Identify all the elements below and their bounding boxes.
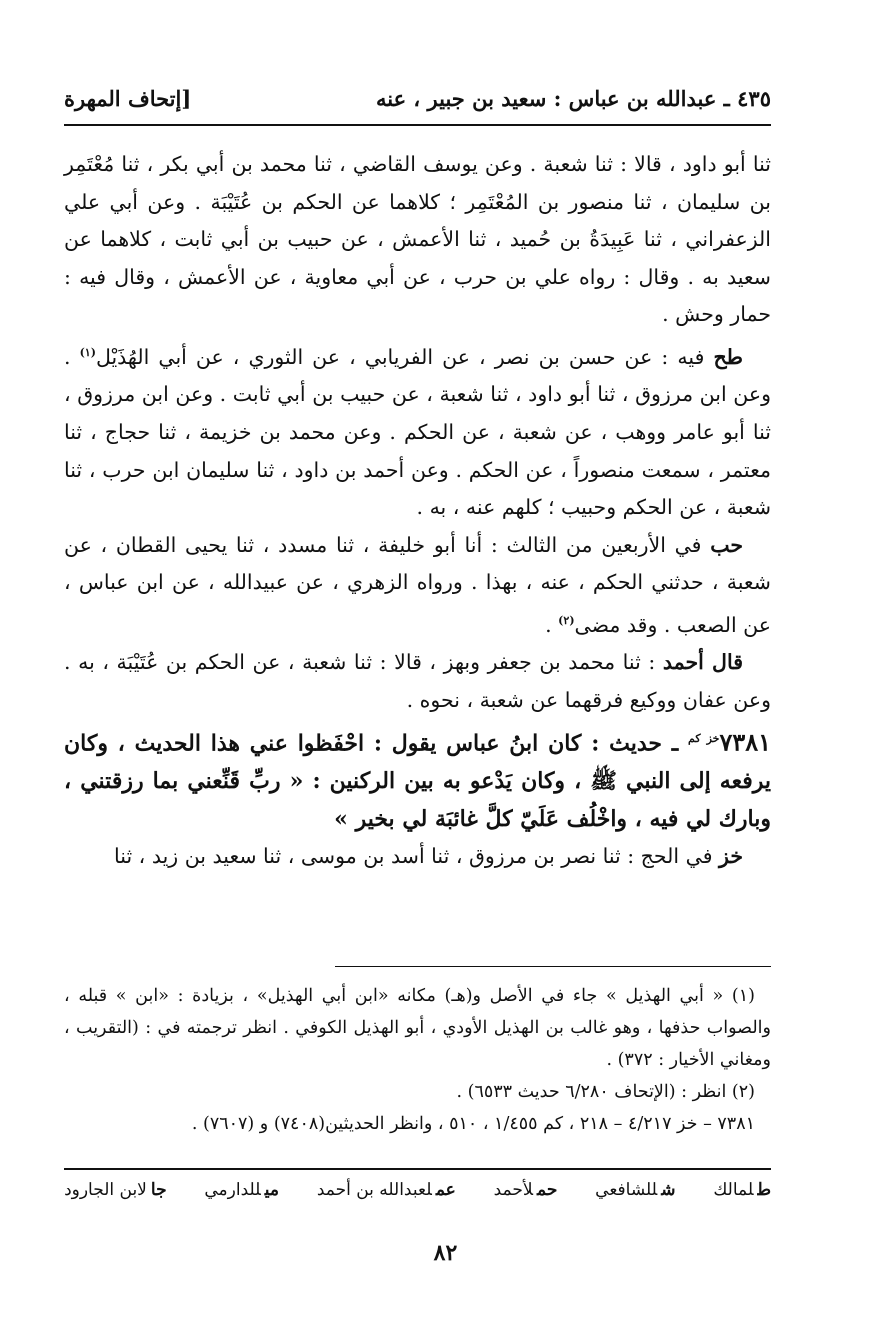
page-number: ٨٢ [433, 1240, 458, 1266]
footnotes [64, 980, 771, 1140]
hadith-number: ٧٣٨١ [719, 726, 772, 756]
header-divider [64, 124, 771, 126]
legend-label: لمالك [713, 1180, 754, 1200]
paragraph-1: ثنا أبو داود ، قالا : ثنا شعبة . وعن يوسف القاضي ، ثنا محمد بن أبي بكر ، ثنا مُعْتَمِر بن سليمان ، ثنا منصور بن المُعْتَمِر ؛ كلاهما عن الحكم بن عُتَيْبَة . وعن أبي علي الزعفراني ، ثنا عَبِيدَةُ بن حُميد ، ثنا الأعمش ، عن حبيب بن أبي ثابت ، كلاهما عن سعيد به . وقال : رواه علي بن حرب ، عن أبي معاوية ، عن الأعمش ، وقال فيه : حمار وحش . [64, 152, 771, 327]
legend-item [64, 1180, 167, 1200]
legend-label: للشافعي [595, 1180, 658, 1200]
legend-item [595, 1180, 675, 1200]
legend-label: للدارمي [204, 1180, 261, 1200]
paragraph-2-rest: . وعن ابن مرزوق ، ثنا أبو داود ، ثنا شعبة ، عن حبيب بن أبي ثابت . وعن ابن مرزوق ، ثنا أبو عامر ووهب ، عن شعبة ، عن الحكم . وعن محمد بن خزيمة ، ثنا حجاج ، ثنا معتمر ، سمعت منصوراً ، عن الحكم . وعن أحمد بن داود ، ثنا سليمان ابن حرب ، ثنا شعبة ، عن الحكم وحبيب ؛ كلهم عنه ، به . [64, 344, 771, 520]
footnote-2: (٢) انظر : (الإتحاف ٦/٢٨٠ حديث ٦٥٣٣) . [456, 1082, 755, 1102]
legend-label: لابن الجارود [64, 1180, 147, 1200]
paragraph-3-end: . [545, 612, 559, 637]
legend-item [713, 1180, 771, 1200]
footnote-ref-2[interactable]: (٢) [558, 613, 575, 627]
footnote-1: (١) « أبي الهذيل » جاء في الأصل و(هـ) مكانه «ابن أبي الهذيل» ، بزيادة : «ابن » قبله ، والصواب حذفها ، وهو غالب بن الهذيل الأودي ، أبو الهذيل الكوفي . انظر ترجمته في : (التقريب ، ومغاني الأخيار : ٣٧٢) . [64, 986, 771, 1070]
legend-label: لعبدالله بن أحمد [316, 1180, 432, 1200]
footnote-3: ٧٣٨١ – خز ٤/٢١٧ – ٢١٨ ، كم ١/٤٥٥ ، ٥١٠ ، وانظر الحديثين(٧٤٠٨) و (٧٦٠٧) . [191, 1114, 755, 1134]
paragraph-3 [64, 527, 771, 645]
legend-item [494, 1180, 558, 1200]
legend-code: عم [435, 1180, 456, 1200]
legend-code: مي [264, 1180, 280, 1200]
header-chapter-title: ٤٣٥ ـ عبدالله بن عباس : سعيد بن جبير ، عنه [376, 85, 771, 111]
source-code-hib: حب [710, 532, 743, 557]
paragraph-4-text: : ثنا محمد بن جعفر وبهز ، قالا : ثنا شعبة ، عن الحكم بن عُتَيْبَة ، به . وعن عفان ووكيع فرقهما عن شعبة ، نحوه . [64, 650, 771, 712]
source-code-ahmad: قال أحمد [662, 650, 743, 675]
hadith-source-codes: خز كم [688, 731, 720, 745]
paragraph-5 [64, 838, 771, 876]
source-code-khuz: خز [719, 843, 743, 868]
paragraph-4 [64, 644, 771, 719]
legend-divider [64, 1168, 771, 1170]
paragraph-2 [64, 334, 771, 527]
header-book-title: [إتحاف المهرة [64, 85, 192, 111]
paragraph-3-text: في الأربعين من الثالث : أنا أبو خليفة ، ثنا مسدد ، ثنا يحيى القطان ، عن شعبة ، حدثني الحكم ، عنه ، بهذا . ورواه الزهري ، عن عبيدالله ، عن ابن عباس ، عن الصعب . وقد مضى [64, 532, 771, 637]
running-header [64, 80, 771, 116]
legend-item [317, 1180, 456, 1200]
paragraph-2-text: فيه : عن حسن بن نصر ، عن الفريابي ، عن الثوري ، عن أبي الهُذَيْل [95, 344, 714, 369]
legend-code: ش [661, 1180, 676, 1200]
hadith-text: ـ حديث : كان ابنُ عباس يقول : احْفَظوا عني هذا الحديث ، وكان يرفعه إلى النبي ﷺ ، وكان يَدْعو به بين الركنين : « ربِّ قَنِّعني بما رزقتني ، وبارك لي فيه ، واخْلُف عَلَيّ كلَّ غائبَة لي بخير » [64, 729, 771, 832]
hadith-entry [64, 720, 771, 838]
footnote-ref-1[interactable]: (١) [79, 345, 96, 359]
legend-code: جا [150, 1180, 167, 1200]
paragraph-5-text: في الحج : ثنا نصر بن مرزوق ، ثنا أسد بن موسى ، ثنا سعيد بن زيد ، ثنا [114, 843, 720, 868]
legend-label: لأحمد [493, 1180, 534, 1200]
legend-code: ط [757, 1180, 771, 1200]
main-text [64, 146, 771, 875]
source-code-tah: طح [713, 344, 743, 369]
abbreviation-legend [64, 1180, 771, 1200]
legend-item [204, 1180, 279, 1200]
legend-code: حم [537, 1180, 558, 1200]
footnote-divider [335, 966, 771, 967]
